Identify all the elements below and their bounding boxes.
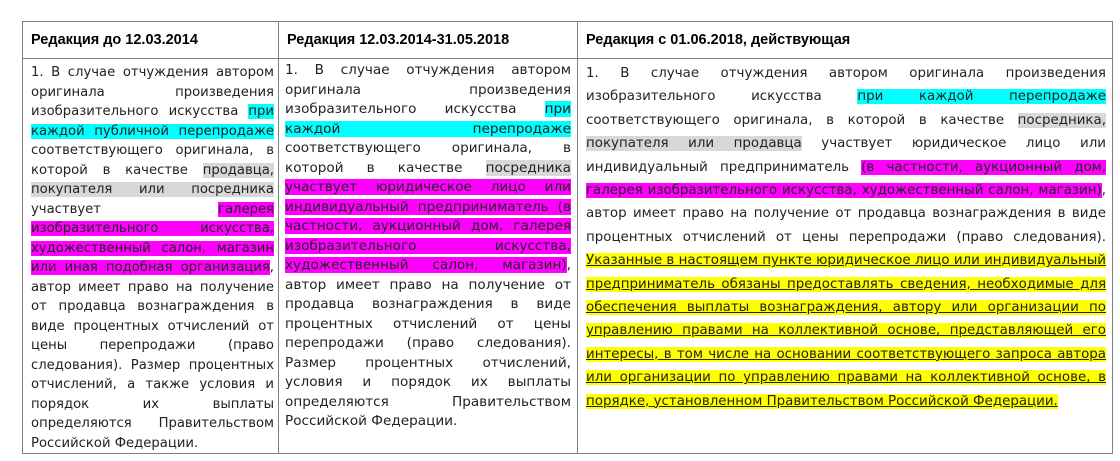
text-segment: 1. В случае отчуждения автором оригинала произведения изобразительного искусства	[285, 62, 571, 117]
column-header-1: Редакция до 12.03.2014	[23, 22, 279, 59]
column-header-2: Редакция 12.03.2014-31.05.2018	[279, 22, 578, 59]
text-segment: участвует юридическое лицо или индивидуальный предприниматель	[586, 136, 1106, 175]
column-header-3: Редакция с 01.06.2018, действующая	[578, 22, 1113, 59]
highlight-cyan: при каждой перепродаже	[857, 89, 1106, 105]
text-segment: соответствующего оригинала, в которой в качестве	[586, 112, 1018, 128]
text-segment: соответствующего оригинала, в которой в качестве	[285, 140, 571, 176]
highlight-yellow: Указанные в настоящем пункте юридическое лицо или индивидуальный предприниматель обязаны предоставлять сведения, необходимые для обеспечения выплаты вознаграждения, автору или организации по управлению правами на коллективной основе, представляющей его интересы, в том числе на основании соответствующего запроса автора или организации по управлению правами на коллективной основе, в порядке, установленном Правительством Российской Федерации.	[586, 253, 1106, 409]
highlight-gray: посредника	[485, 159, 571, 176]
highlight-gray: посредника, покупателя или продавца	[586, 112, 1106, 152]
highlight-magenta: участвует юридическое лицо или индивидуальный предприниматель (в частности, аукционный дом, галерея изобразительного искусства, художественный салон, магазин)	[285, 179, 571, 273]
comparison-table	[22, 21, 1113, 454]
text-segment: , автор имеет право на получение от продавца вознаграждения в виде процентных отчислений от цены перепродажи (право следования). Размер процентных отчислений, условия и порядок их выплаты определяются Правительством Российской Федерации.	[285, 257, 571, 429]
header-row	[23, 22, 1113, 59]
highlight-gray: продавца, покупателя или посредника	[31, 162, 274, 197]
edition-text-3	[578, 59, 1112, 413]
column-cell-2	[279, 59, 578, 454]
text-segment: 1. В случае отчуждения автором оригинала произведения изобразительного искусства	[586, 66, 1106, 105]
highlight-cyan: при каждой публичной перепродаже	[31, 104, 274, 139]
edition-text-2	[279, 59, 577, 432]
highlight-cyan: при каждой перепродаже	[285, 101, 571, 137]
column-cell-1	[23, 59, 279, 454]
text-segment: участвует	[31, 201, 219, 217]
text-segment: , автор имеет право на получение от продавца вознаграждения в виде процентных отчислений от цены перепродажи (право следования). Размер процентных отчислений, а также условия и порядок их выплаты определяются Правительством Российской Федерации.	[31, 260, 274, 451]
text-segment: , автор имеет право на получение от продавца вознаграждения в виде процентных отчислений от цены перепродажи (право следования).	[586, 183, 1106, 245]
highlight-magenta: галерея изобразительного искусства, художественный салон, магазин или иная подобная организация	[31, 201, 274, 275]
content-row	[23, 59, 1113, 454]
text-segment: соответствующего оригинала, в которой в качестве	[31, 143, 274, 178]
column-cell-3	[578, 59, 1113, 454]
text-segment: 1. В случае отчуждения автором оригинала произведения изобразительного искусства	[31, 65, 274, 119]
highlight-magenta: (в частности, аукционный дом, галерея изобразительного искусства, художественный салон, магазин)	[586, 159, 1107, 199]
edition-text-1	[23, 59, 278, 453]
